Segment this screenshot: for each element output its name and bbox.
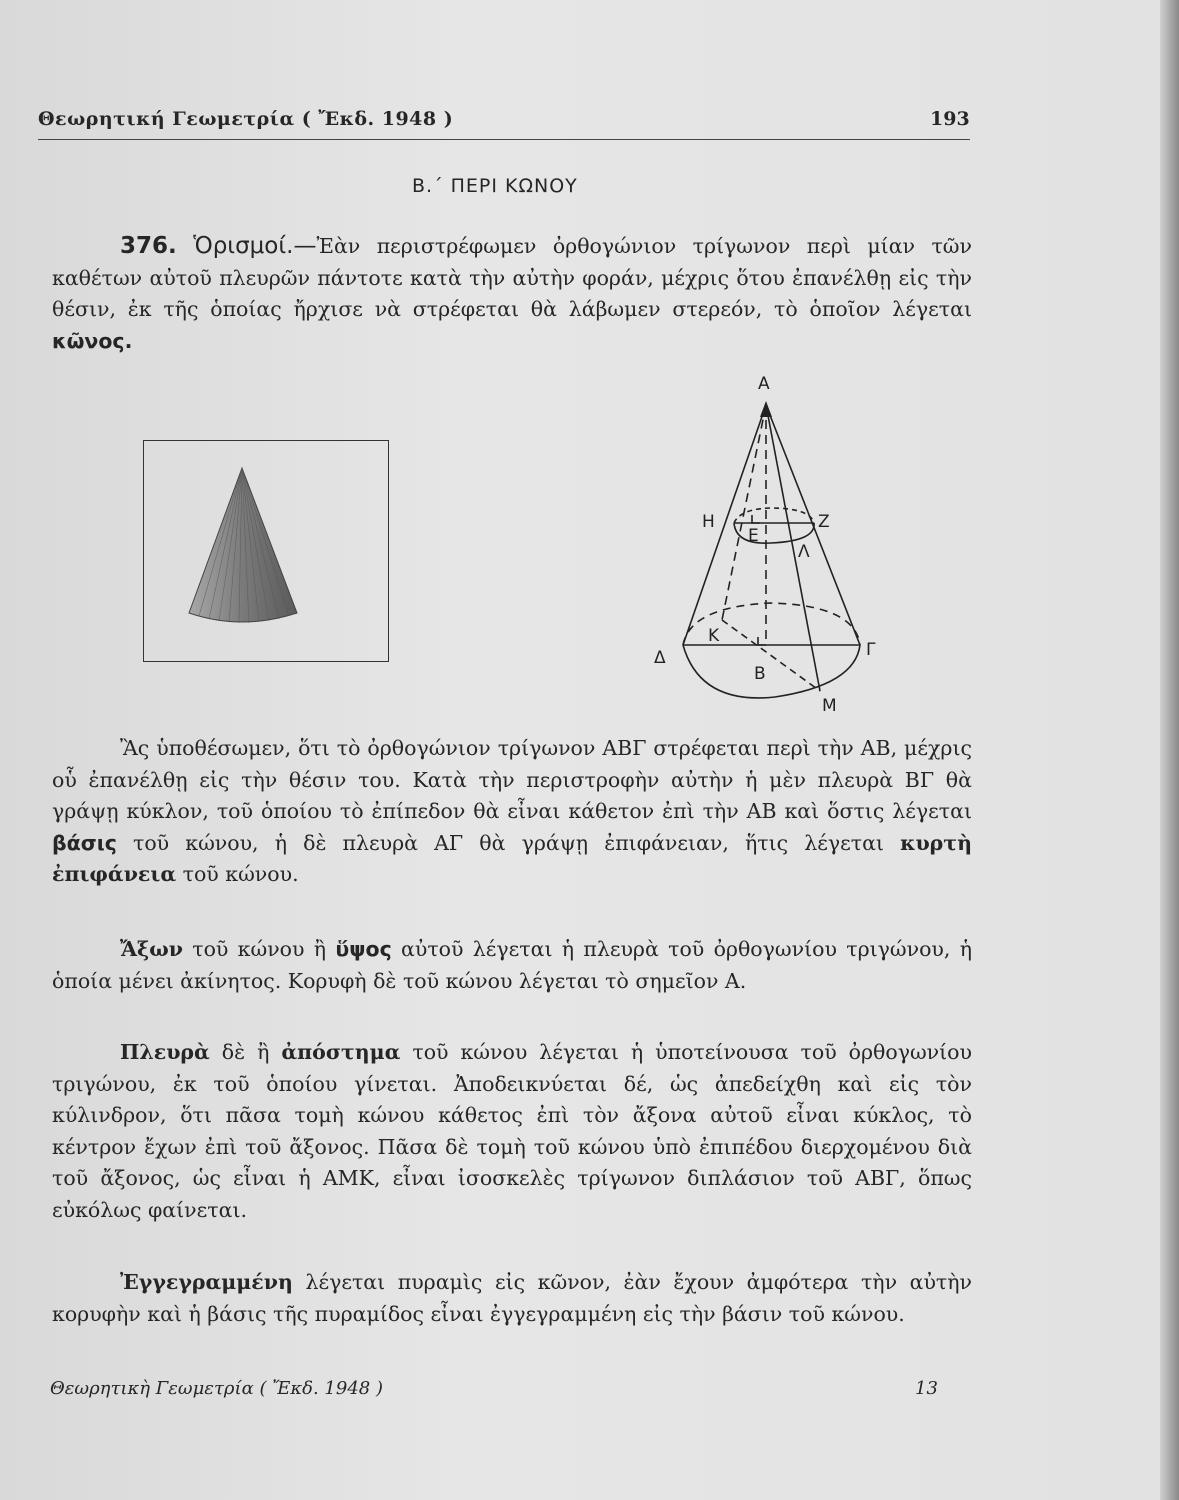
term-cone: κῶνος. (52, 328, 133, 353)
running-header-title: Θεωρητική Γεωμετρία ( Ἔκδ. 1948 ) (38, 108, 454, 130)
rotation-text-1: Ἂς ὑποθέσωμεν, ὅτι τὸ ὀρθογώνιον τρίγωνον ΑΒΓ στρέφεται περὶ τὴν ΑΒ, μέχρις οὗ ἐπανέλθῃ εἰς τὴν θέσιν του. Κατὰ τὴν περιστροφὴν αὐτὴν ἡ μὲν πλευρὰ ΒΓ θὰ γράψῃ κύκλον, τοῦ ὁποίου τὸ ἐπίπεδον θὰ εἶναι κάθετον ἐπὶ τὴν ΑΒ καὶ ὅστις λέγεται (52, 736, 972, 823)
label-apex: Α (758, 374, 770, 394)
rotation-text-3: τοῦ κώνου. (176, 862, 299, 886)
label-e: Ε (748, 526, 759, 546)
line-km (722, 620, 820, 691)
label-h: Η (702, 512, 715, 532)
right-angle-e (752, 515, 760, 523)
inscribed-paragraph (52, 1267, 972, 1330)
section-title: Β.΄ ΠΕΡΙ ΚΩΝΟΥ (412, 175, 578, 197)
line-am (766, 405, 820, 691)
definitions-text: Ἐὰν περιστρέφωμεν ὀρθογώνιον τρίγωνον περὶ μίαν τῶν καθέτων αὐτοῦ πλευρῶν πάντοτε κατὰ τὴν αὐτὴν φοράν, μέχρις ὅτου ἐπανέλθῃ εἰς τὴν θέσιν, ἐκ τῆς ὁποίας ἤρχισε νὰ στρέφεται θὰ λάβωμεν στερεόν, τὸ ὁποῖον λέγεται (52, 234, 972, 321)
label-d: Δ (654, 648, 666, 668)
cone-photo (144, 441, 388, 661)
label-z: Ζ (818, 512, 830, 532)
footer-title: Θεωρητικὴ Γεωμετρία ( Ἔκδ. 1948 ) (50, 1378, 383, 1399)
generator-right (766, 405, 860, 645)
section-back (734, 508, 814, 523)
inscribed-text: λέγεται πυραμὶς εἰς κῶνον, ἐὰν ἔχουν ἀμφότερα τὴν αὐτὴν κορυφὴν καὶ ἡ βάσις τῆς πυραμίδος εἶναι ἐγγεγραμμένη εἰς τὴν βάσιν τοῦ κώνου. (52, 1270, 972, 1326)
axis-paragraph (52, 934, 972, 997)
apex-mark (760, 401, 772, 417)
axis-text-1: τοῦ κώνου ἢ (182, 937, 336, 961)
definitions-heading: Ὁρισμοί.— (193, 233, 317, 259)
label-m: Μ (822, 696, 837, 716)
cone-diagram (640, 374, 900, 716)
apothem-text-2: τοῦ κώνου λέγεται ἡ ὑποτείνουσα τοῦ ὀρθογωνίου τριγώνου, ἐκ τοῦ ὁποίου γίνεται. Ἀποδεικνύεται δέ, ὡς ἀπεδείχθη καὶ εἰς τὸν κύλινδρον, ὅτι πᾶσα τομὴ κώνου κάθετος ἐπὶ τὸν ἄξονα αὐτοῦ εἶναι κύκλος, τὸ κέντρον ἔχων ἐπὶ τοῦ ἄξονος. Πᾶσα δὲ τομὴ τοῦ κώνου ὑπὸ ἐπιπέδου διερχομένου διὰ τοῦ ἄξονος, ὡς εἶναι ἡ ΑΜΚ, εἶναι ἰσοσκελὲς τρίγωνον διπλάσιον τοῦ ΑΒΓ, ὅπως εὐκόλως φαίνεται. (52, 1040, 972, 1222)
rotation-text-2: τοῦ κώνου, ἡ δὲ πλευρὰ ΑΓ θὰ γράψῃ ἐπιφάνειαν, ἥτις λέγεται (116, 830, 901, 855)
term-inscribed: Ἐγγεγραμμένη (120, 1270, 293, 1294)
term-height: ὕψος (335, 937, 392, 961)
base-front (683, 645, 860, 698)
apothem-text-1: δὲ ἢ (209, 1040, 282, 1064)
term-side: Πλευρὰ (120, 1040, 210, 1064)
label-b: Β (754, 664, 766, 684)
term-convex-surface: κυρτὴ ἐπιφάνεια (52, 830, 972, 886)
footer-sheet-number: 13 (915, 1378, 938, 1399)
section-front (734, 523, 814, 543)
cone-photo-frame (143, 440, 389, 662)
article-number: 376. (120, 233, 177, 259)
label-g: Γ (866, 640, 876, 660)
right-angle-b (758, 637, 766, 645)
header-rule (38, 139, 970, 140)
axis-text-2: αὐτοῦ λέγεται ἡ πλευρὰ τοῦ ὀρθογωνίου τριγώνου, ἡ ὁποία μένει ἀκίνητος. Κορυφὴ δὲ τοῦ κώνου λέγεται τὸ σημεῖον Α. (52, 937, 972, 993)
label-l: Λ (798, 542, 810, 562)
rotation-paragraph (52, 733, 972, 891)
term-apothem: ἀπόστημα (281, 1040, 401, 1064)
apothem-paragraph (52, 1037, 972, 1226)
label-k: Κ (708, 626, 720, 646)
page-edge (1160, 0, 1179, 1500)
definitions-paragraph (52, 231, 972, 357)
page-number: 193 (930, 108, 970, 130)
term-axis: Ἄξων (120, 937, 183, 961)
term-base: βάσις (52, 830, 117, 855)
